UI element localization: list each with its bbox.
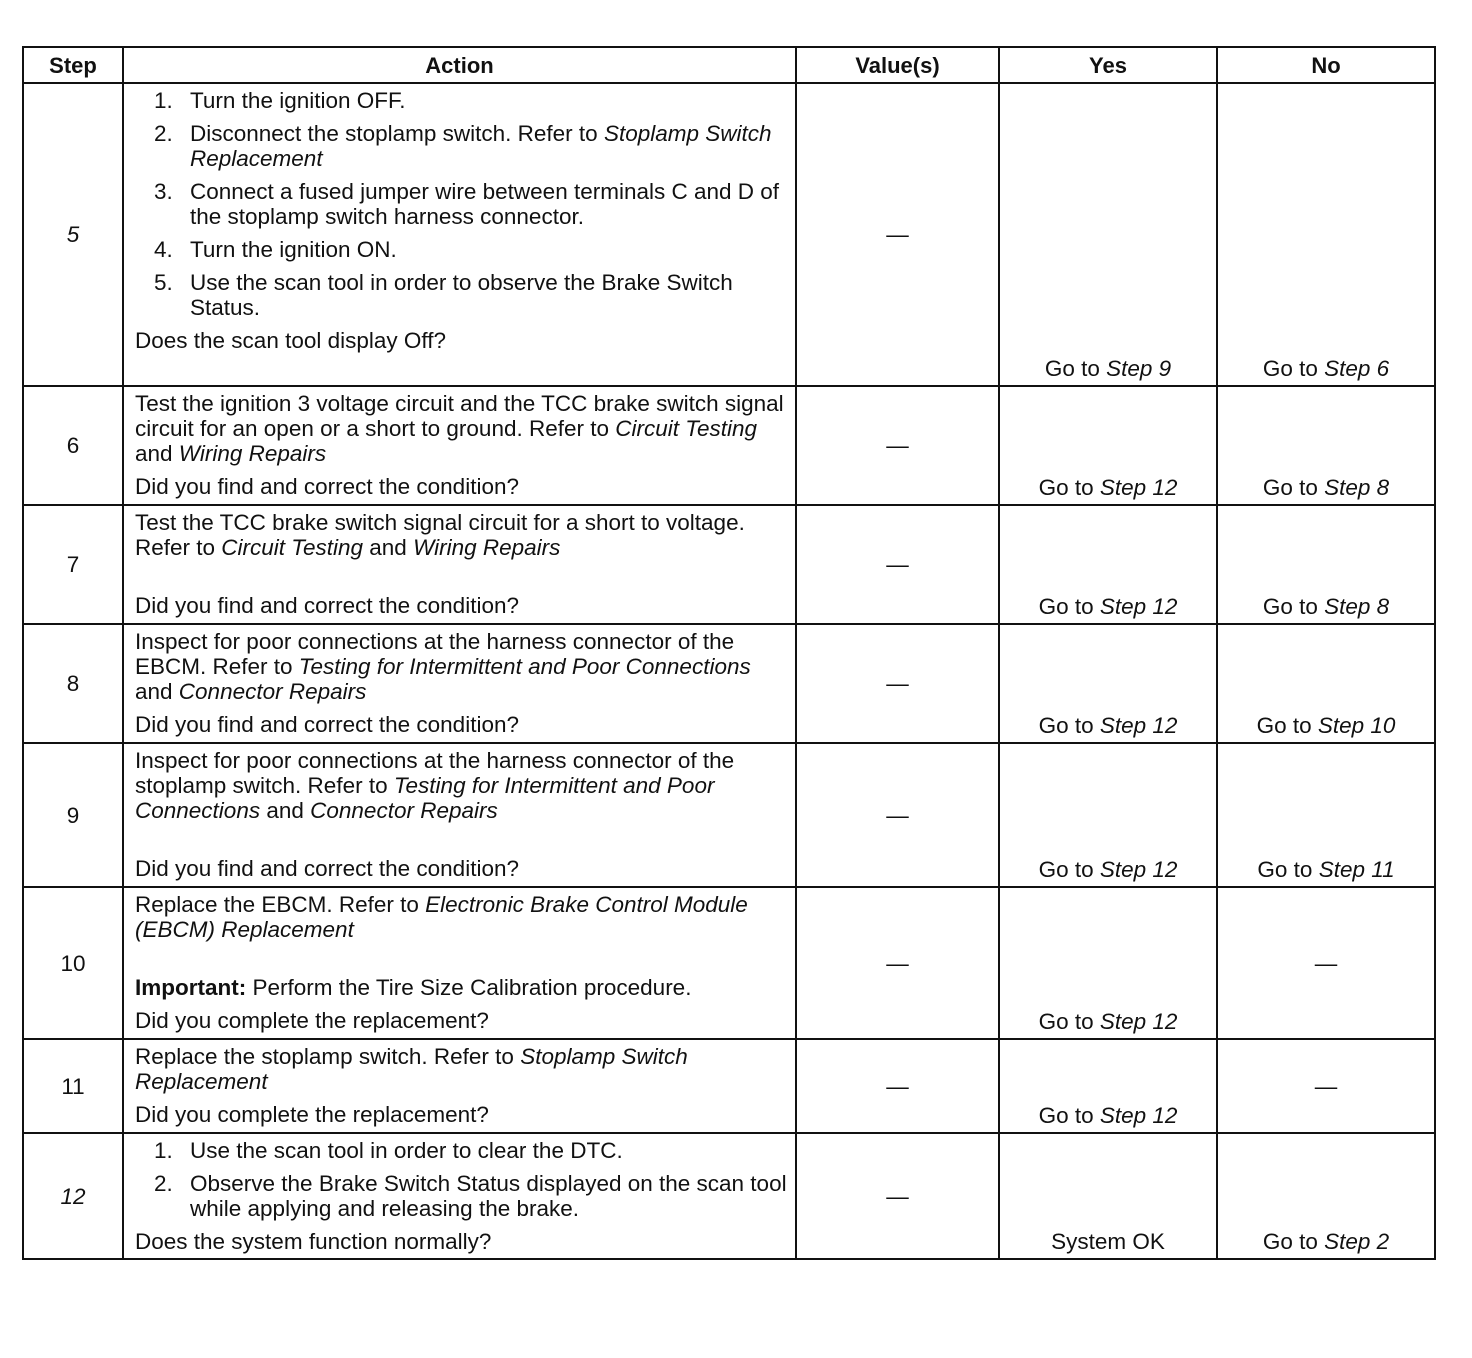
- value-cell: —: [796, 1039, 999, 1133]
- action-cell: [123, 1039, 796, 1133]
- step-number: 8: [23, 624, 123, 743]
- action-text: Replace the stoplamp switch. Refer to Stoplamp Switch Replacement: [135, 1044, 688, 1094]
- reference-link: Circuit Testing: [615, 416, 757, 441]
- table-row-step-5: [23, 83, 1435, 386]
- list-item: 4. Turn the ignition ON.: [154, 237, 397, 262]
- action-text: Test the ignition 3 voltage circuit and the TCC brake switch signal circuit for an open or a short to ground. Refer to Circuit Testing and Wiring Repairs: [135, 391, 784, 466]
- no-cell: —: [1217, 887, 1435, 1039]
- yes-cell: Go to Step 12: [999, 624, 1217, 743]
- table-row-step-7: [23, 505, 1435, 624]
- action-cell: [123, 505, 796, 624]
- question-text: Does the scan tool display Off?: [135, 328, 447, 353]
- reference-link: Circuit Testing: [221, 535, 364, 560]
- yes-cell: Go to Step 9: [999, 83, 1217, 386]
- list-item: 1. Turn the ignition OFF.: [154, 88, 406, 113]
- action-cell: [123, 83, 796, 386]
- table-row-step-11: [23, 1039, 1435, 1133]
- reference-link: Wiring Repairs: [413, 535, 561, 560]
- action-text: Replace the EBCM. Refer to Electronic Brake Control Module (EBCM) Replacement: [135, 892, 748, 942]
- list-item: 5. Use the scan tool in order to observe the Brake Switch Status.: [154, 270, 733, 320]
- reference-link: Connector Repairs: [310, 798, 498, 823]
- no-cell: Go to Step 8: [1217, 505, 1435, 624]
- header-row: [23, 47, 1435, 83]
- question-text: Did you find and correct the condition?: [135, 593, 519, 618]
- table-row-step-12: [23, 1133, 1435, 1259]
- value-cell: —: [796, 386, 999, 505]
- no-cell: Go to Step 10: [1217, 624, 1435, 743]
- step-number: 7: [23, 505, 123, 624]
- yes-cell: Go to Step 12: [999, 505, 1217, 624]
- yes-cell: Go to Step 12: [999, 1039, 1217, 1133]
- step-number: 12: [23, 1133, 123, 1259]
- step-number: 10: [23, 887, 123, 1039]
- table-row-step-9: [23, 743, 1435, 887]
- question-text: Did you complete the replacement?: [135, 1102, 489, 1127]
- action-cell: [123, 887, 796, 1039]
- action-list: [135, 88, 787, 320]
- table-row-step-8: [23, 624, 1435, 743]
- header-yes: Yes: [999, 47, 1217, 83]
- action-cell: [123, 624, 796, 743]
- yes-cell: System OK: [999, 1133, 1217, 1259]
- reference-link: Stoplamp Switch Replacement: [135, 1044, 688, 1094]
- table-row-step-10: [23, 887, 1435, 1039]
- important-note: Important: Perform the Tire Size Calibration procedure.: [135, 975, 692, 1000]
- header-action: Action: [123, 47, 796, 83]
- step-number: 9: [23, 743, 123, 887]
- reference-link: Wiring Repairs: [178, 441, 327, 466]
- list-item: 1. Use the scan tool in order to clear the DTC.: [154, 1138, 623, 1163]
- reference-link: Stoplamp Switch Replacement: [190, 121, 772, 171]
- action-cell: [123, 1133, 796, 1259]
- value-cell: —: [796, 743, 999, 887]
- list-item: 2. Observe the Brake Switch Status displayed on the scan tool while applying and releasing the brake.: [154, 1171, 787, 1221]
- question-text: Does the system function normally?: [135, 1229, 492, 1254]
- diagnostic-table: [22, 46, 1436, 1260]
- reference-link: Electronic Brake Control Module (EBCM) Replacement: [135, 892, 748, 942]
- no-cell: Go to Step 11: [1217, 743, 1435, 887]
- action-cell: [123, 386, 796, 505]
- no-cell: Go to Step 2: [1217, 1133, 1435, 1259]
- step-number: 6: [23, 386, 123, 505]
- action-cell: [123, 743, 796, 887]
- yes-cell: Go to Step 12: [999, 386, 1217, 505]
- action-text: Test the TCC brake switch signal circuit for a short to voltage. Refer to Circuit Testing and Wiring Repairs: [135, 510, 745, 560]
- question-text: Did you complete the replacement?: [135, 1008, 489, 1033]
- reference-link: Testing for Intermittent and Poor Connections: [298, 654, 751, 679]
- no-cell: Go to Step 6: [1217, 83, 1435, 386]
- action-list: [135, 1138, 787, 1221]
- header-no: No: [1217, 47, 1435, 83]
- value-cell: —: [796, 505, 999, 624]
- value-cell: —: [796, 624, 999, 743]
- no-cell: —: [1217, 1039, 1435, 1133]
- value-cell: —: [796, 83, 999, 386]
- question-text: Did you find and correct the condition?: [135, 712, 519, 737]
- value-cell: —: [796, 1133, 999, 1259]
- reference-link: Testing for Intermittent and Poor Connections: [135, 773, 715, 823]
- reference-link: Connector Repairs: [178, 679, 367, 704]
- action-text: Inspect for poor connections at the harness connector of the stoplamp switch. Refer to Testing for Intermittent and Poor Connections and Connector Repairs: [135, 748, 735, 823]
- question-text: Did you find and correct the condition?: [135, 474, 519, 499]
- step-number: 11: [23, 1039, 123, 1133]
- yes-cell: Go to Step 12: [999, 743, 1217, 887]
- header-values: Value(s): [796, 47, 999, 83]
- table-row-step-6: [23, 386, 1435, 505]
- yes-cell: Go to Step 12: [999, 887, 1217, 1039]
- action-text: Inspect for poor connections at the harness connector of the EBCM. Refer to Testing for Intermittent and Poor Connections and Connector Repairs: [135, 629, 751, 704]
- header-step: Step: [23, 47, 123, 83]
- value-cell: —: [796, 887, 999, 1039]
- step-number: 5: [23, 83, 123, 386]
- question-text: Did you find and correct the condition?: [135, 856, 519, 881]
- no-cell: Go to Step 8: [1217, 386, 1435, 505]
- list-item: 2. Disconnect the stoplamp switch. Refer to Stoplamp Switch Replacement: [154, 121, 772, 171]
- list-item: 3. Connect a fused jumper wire between terminals C and D of the stoplamp switch harness connector.: [154, 179, 780, 229]
